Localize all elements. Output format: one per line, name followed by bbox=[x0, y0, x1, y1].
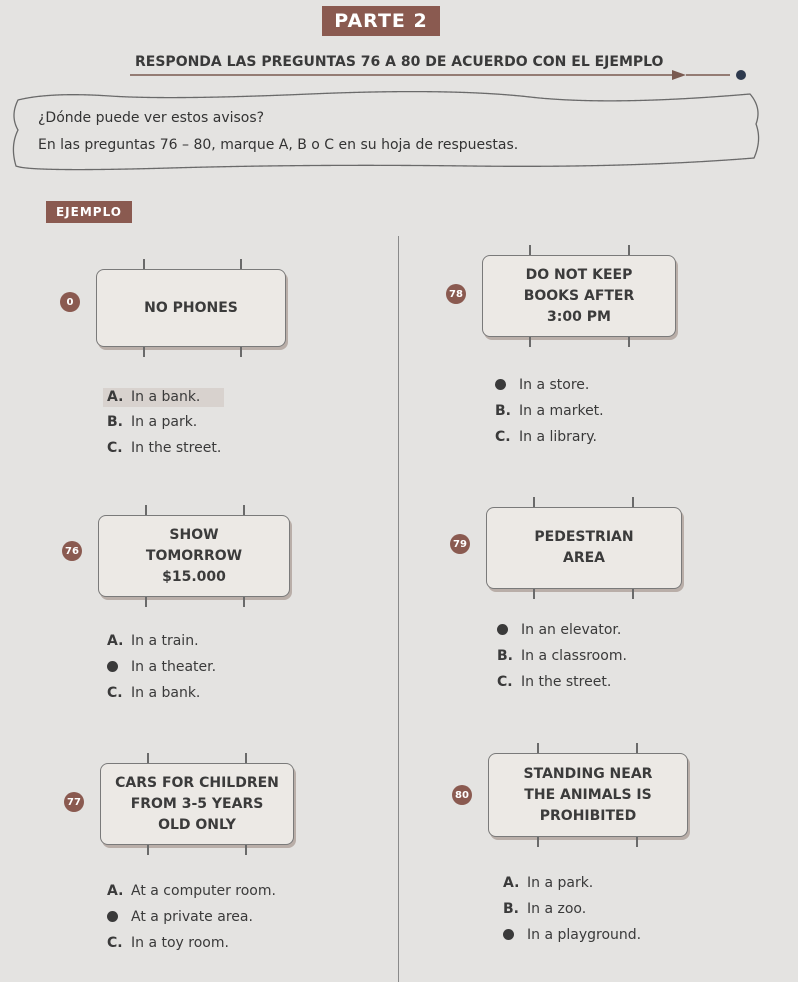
option-letter: C. bbox=[107, 685, 123, 701]
question-number: 78 bbox=[446, 284, 466, 304]
sign-line: DO NOT KEEP bbox=[525, 266, 633, 283]
option-letter: C. bbox=[495, 429, 511, 445]
sign-post bbox=[632, 497, 634, 507]
sign-example bbox=[96, 269, 286, 347]
answer-mark bbox=[107, 911, 118, 922]
sign-post bbox=[636, 837, 638, 847]
option-letter: B. bbox=[495, 403, 511, 419]
option-text: At a private area. bbox=[131, 909, 253, 925]
sign-line: PEDESTRIAN bbox=[534, 529, 634, 545]
sign-line: FROM 3-5 YEARS bbox=[130, 795, 264, 812]
sign-post bbox=[143, 347, 145, 357]
sign-line: OLD ONLY bbox=[158, 816, 236, 833]
option-text: In a park. bbox=[527, 875, 594, 891]
option-letter: A. bbox=[107, 389, 124, 405]
option-c bbox=[497, 674, 611, 690]
option-a bbox=[497, 622, 621, 638]
answer-mark bbox=[503, 929, 514, 940]
option-letter: C. bbox=[107, 935, 123, 951]
option-text: In a store. bbox=[519, 377, 590, 393]
option-text: In a market. bbox=[519, 403, 604, 419]
sign-line: PROHIBITED bbox=[539, 807, 637, 824]
sign-line: BOOKS AFTER bbox=[523, 287, 635, 304]
option-c bbox=[107, 440, 221, 456]
example-number: 0 bbox=[60, 292, 80, 312]
option-a bbox=[503, 875, 593, 891]
ejemplo-badge: EJEMPLO bbox=[46, 201, 132, 223]
option-a bbox=[107, 633, 199, 649]
option-text: In a bank. bbox=[131, 389, 201, 405]
sign-77 bbox=[100, 763, 294, 845]
option-b bbox=[107, 414, 197, 430]
option-letter: C. bbox=[497, 674, 513, 690]
parte-badge: PARTE 2 bbox=[322, 6, 440, 36]
question-number: 77 bbox=[64, 792, 84, 812]
sign-post bbox=[245, 845, 247, 855]
sign-post bbox=[632, 589, 634, 599]
sign-post bbox=[533, 589, 535, 599]
instruction-text: En las preguntas 76 – 80, marque A, B o C en su hoja de respuestas. bbox=[38, 137, 519, 153]
option-text: In a bank. bbox=[131, 685, 201, 701]
option-letter: A. bbox=[107, 883, 124, 899]
option-letter: C. bbox=[107, 440, 123, 456]
sign-post bbox=[628, 245, 630, 255]
sign-line: NO PHONES bbox=[144, 299, 238, 316]
option-letter: B. bbox=[503, 901, 519, 917]
question-number: 79 bbox=[450, 534, 470, 554]
option-text: At a computer room. bbox=[131, 883, 276, 899]
option-text: In a train. bbox=[131, 633, 199, 649]
sign-post bbox=[240, 259, 242, 269]
option-letter: A. bbox=[503, 875, 520, 891]
option-letter: B. bbox=[497, 648, 513, 664]
option-text: In a playground. bbox=[527, 927, 642, 943]
sign-post bbox=[143, 259, 145, 269]
option-text: In the street. bbox=[521, 674, 612, 690]
sign-line: 3:00 PM bbox=[547, 308, 611, 325]
sign-78 bbox=[482, 255, 676, 337]
option-text: In a toy room. bbox=[131, 935, 229, 951]
option-letter: B. bbox=[107, 414, 123, 430]
option-a bbox=[495, 377, 589, 393]
option-b bbox=[107, 909, 253, 925]
column-divider bbox=[398, 236, 399, 982]
sign-post bbox=[145, 597, 147, 607]
sign-post bbox=[147, 845, 149, 855]
option-c bbox=[495, 429, 597, 445]
arrow-line bbox=[0, 58, 798, 88]
option-text: In a classroom. bbox=[521, 648, 627, 664]
sign-line: THE ANIMALS IS bbox=[524, 786, 652, 803]
sign-post bbox=[533, 497, 535, 507]
answer-mark bbox=[107, 661, 118, 672]
question-number: 76 bbox=[62, 541, 82, 561]
answer-mark bbox=[497, 624, 508, 635]
option-text: In a park. bbox=[131, 414, 198, 430]
sign-post bbox=[145, 505, 147, 515]
option-a bbox=[107, 883, 276, 899]
sign-post bbox=[529, 337, 531, 347]
sign-line: CARS FOR CHILDREN bbox=[115, 774, 279, 791]
sign-post bbox=[537, 837, 539, 847]
option-c bbox=[107, 935, 229, 951]
option-b bbox=[107, 659, 216, 675]
option-letter: A. bbox=[107, 633, 124, 649]
option-b bbox=[497, 648, 627, 664]
sign-79 bbox=[486, 507, 682, 589]
sign-post bbox=[636, 743, 638, 753]
option-text: In a library. bbox=[519, 429, 597, 445]
sign-post bbox=[147, 753, 149, 763]
sign-line: SHOW bbox=[169, 526, 219, 543]
instructions-title: RESPONDA LAS PREGUNTAS 76 A 80 DE ACUERDO CON EL EJEMPLO bbox=[135, 54, 664, 70]
instructions-box bbox=[10, 88, 780, 178]
option-a bbox=[103, 388, 224, 407]
option-b bbox=[503, 901, 586, 917]
option-text: In a theater. bbox=[131, 659, 217, 675]
sign-post bbox=[240, 347, 242, 357]
sign-80 bbox=[488, 753, 688, 837]
sign-post bbox=[537, 743, 539, 753]
sign-post bbox=[243, 505, 245, 515]
sign-post bbox=[628, 337, 630, 347]
sign-post bbox=[245, 753, 247, 763]
sign-76 bbox=[98, 515, 290, 597]
question-number: 80 bbox=[452, 785, 472, 805]
option-b bbox=[495, 403, 604, 419]
option-text: In an elevator. bbox=[521, 622, 622, 638]
answer-mark bbox=[495, 379, 506, 390]
sign-line: STANDING NEAR bbox=[523, 765, 653, 782]
option-text: In a zoo. bbox=[527, 901, 587, 917]
option-c bbox=[503, 927, 641, 943]
option-text: In the street. bbox=[131, 440, 222, 456]
question-text: ¿Dónde puede ver estos avisos? bbox=[38, 110, 265, 126]
sign-line: $15.000 bbox=[162, 568, 226, 585]
sign-line: AREA bbox=[562, 550, 605, 566]
sign-post bbox=[529, 245, 531, 255]
option-c bbox=[107, 685, 200, 701]
sign-post bbox=[243, 597, 245, 607]
sign-line: TOMORROW bbox=[145, 547, 243, 564]
